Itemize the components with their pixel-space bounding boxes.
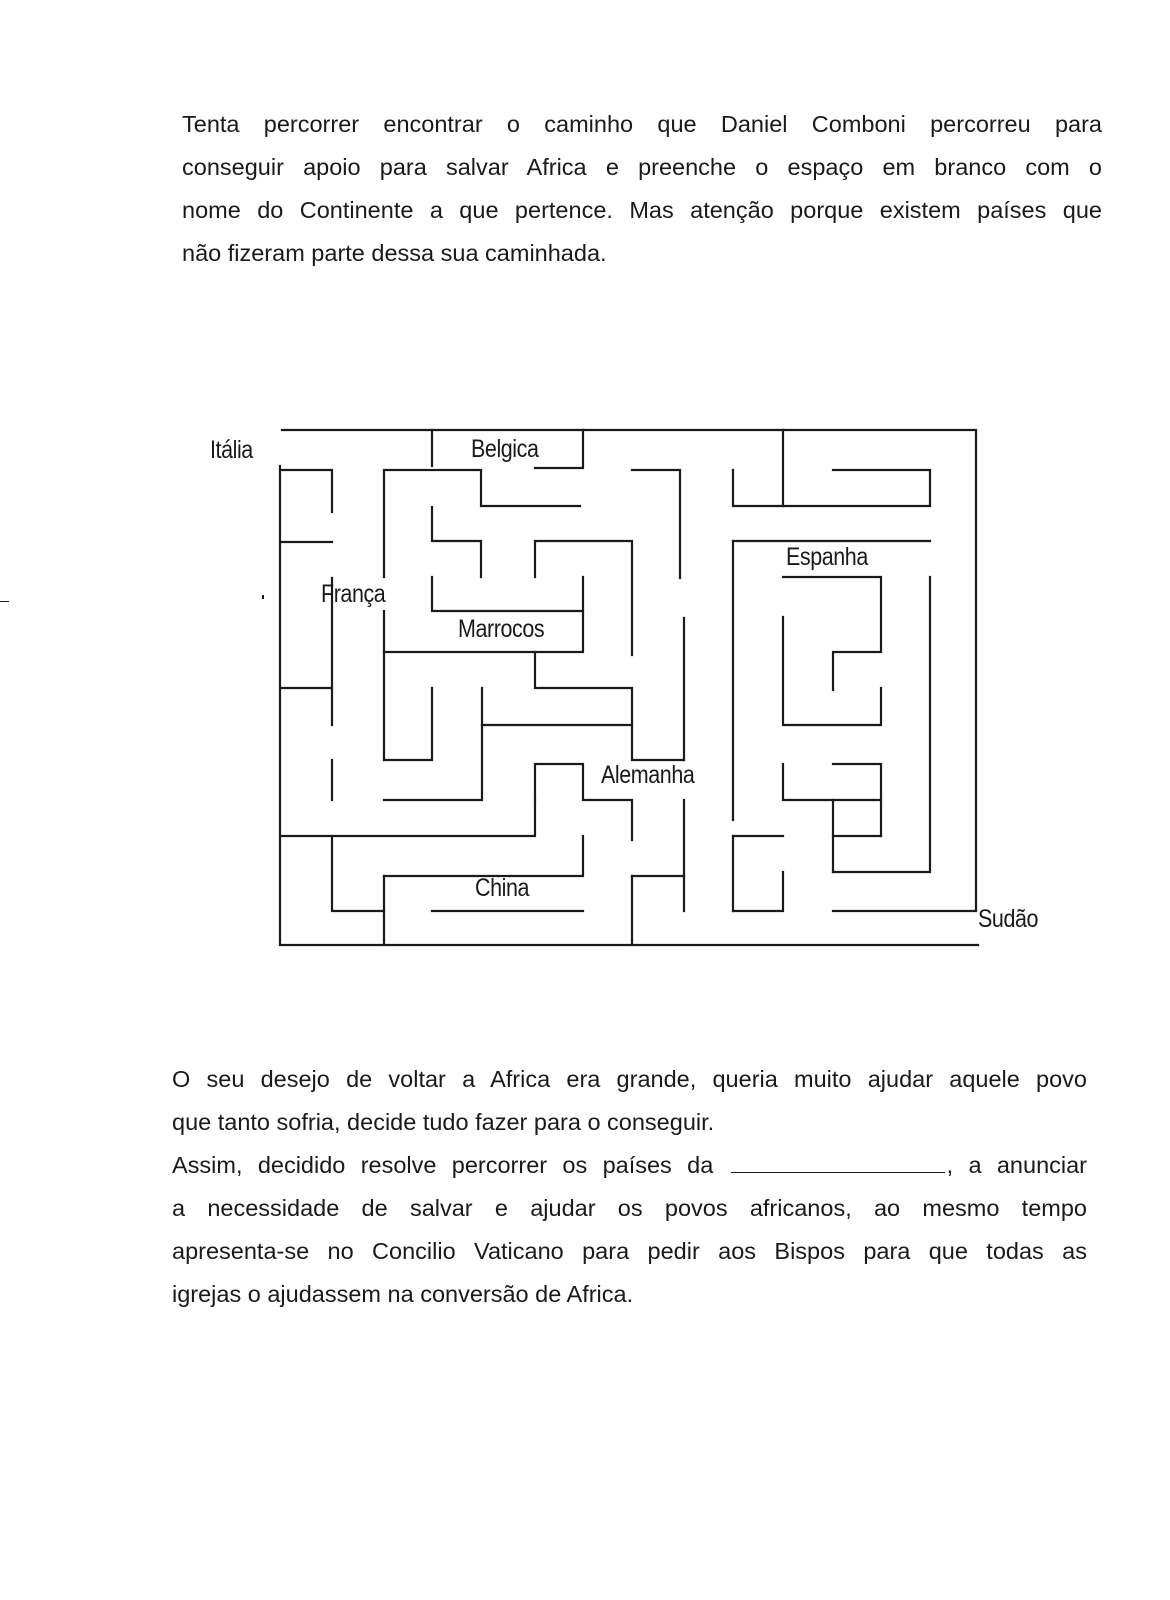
maze-wall — [783, 764, 881, 800]
maze-wall — [783, 617, 881, 725]
country-label-china: China — [475, 874, 530, 902]
instructions-line: nome do Continente a que pertence. Mas atenção porque existem países que — [182, 197, 1102, 223]
story-line: a necessidade de salvar e ajudar os povos africanos, ao mesmo tempo — [172, 1195, 1087, 1221]
instructions-line: não fizeram parte dessa sua caminhada. — [182, 240, 607, 266]
continent-answer-blank[interactable] — [731, 1150, 945, 1173]
maze-wall — [783, 577, 881, 690]
country-label-belgica: Belgica — [471, 435, 539, 463]
country-label-marrocos: Marrocos — [458, 615, 545, 643]
maze-wall — [332, 836, 384, 911]
maze-end-label: Sudão — [978, 905, 1039, 933]
maze-wall — [632, 470, 680, 578]
maze-wall — [384, 725, 482, 800]
maze-wall — [280, 466, 978, 945]
maze-wall — [733, 470, 930, 506]
maze-wall — [482, 688, 632, 725]
country-label-franca: França — [321, 580, 386, 608]
story-line: igrejas o ajudassem na conversão de Africa. — [172, 1281, 634, 1307]
country-label-espanha: Espanha — [786, 543, 868, 571]
scan-mark — [0, 601, 9, 602]
story-text: Assim, decidido resolve percorrer os países da — [172, 1152, 714, 1178]
maze-wall — [535, 541, 632, 655]
maze-wall — [384, 688, 432, 760]
maze-wall — [384, 470, 580, 577]
story-line: que tanto sofria, decide tudo fazer para o conseguir. — [172, 1109, 715, 1135]
maze-wall — [384, 836, 583, 876]
maze-wall — [733, 872, 783, 911]
maze-wall — [432, 577, 583, 611]
story-line: O seu desejo de voltar a Africa era grande, queria muito ajudar aquele povo — [172, 1066, 1087, 1092]
maze-wall — [535, 652, 684, 760]
scan-mark — [262, 595, 264, 599]
story-line-with-blank — [172, 1144, 1087, 1187]
instructions-line: Tenta percorrer encontrar o caminho que Daniel Comboni percorreu para — [182, 111, 1102, 137]
maze-wall — [282, 430, 976, 910]
maze-wall — [282, 470, 332, 512]
story-line: apresenta-se no Concilio Vaticano para pedir aos Bispos para que todas as — [172, 1238, 1087, 1264]
maze-wall — [535, 430, 583, 468]
maze-wall — [432, 507, 481, 577]
maze-start-label: Itália — [210, 436, 253, 464]
story-text: , a anunciar — [946, 1152, 1088, 1178]
maze-wall — [282, 800, 535, 836]
maze-wall — [833, 577, 930, 872]
instructions-paragraph — [182, 103, 1102, 275]
instructions-line: conseguir apoio para salvar Africa e preenche o espaço em branco com o — [182, 154, 1102, 180]
story-paragraph — [172, 1058, 1087, 1316]
country-label-alemanha: Alemanha — [601, 761, 695, 789]
